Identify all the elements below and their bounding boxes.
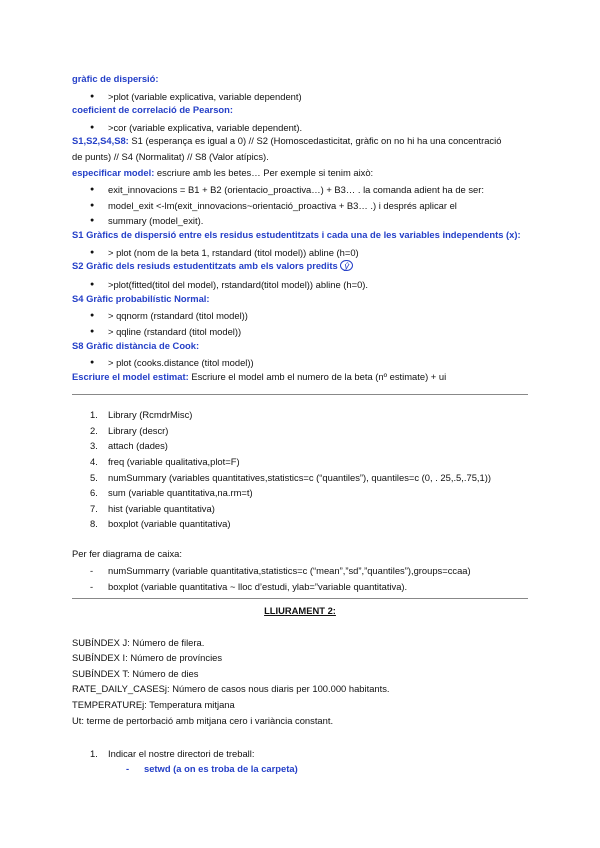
section-title-s2-graphic: S2 Gràfic dels resiuds estudentitzats amb els valors predits ŷ (72, 260, 528, 277)
item-text: attach (dades) (108, 440, 168, 452)
numbered-item (72, 485, 528, 501)
numbered-item (72, 407, 528, 423)
item-number: 2. (90, 424, 98, 436)
paragraph-boxplot: Per fer diagrama de caixa: (72, 547, 182, 559)
dash-item: - boxplot (variable quantitativa ~ lloc d’estudi, ylab=”variable quantitativa). (72, 579, 528, 595)
bullet-item: ● exit_innovacions = B1 + B2 (orientacio_proactiva…) + B3… . la comanda adient ha de ser: (72, 182, 528, 198)
bullet-item: ● > qqline (rstandard (titol model)) (72, 324, 528, 340)
temperature: TEMPERATUREj: Temperatura mitjana (72, 698, 235, 710)
paragraph-assumptions: S1,S2,S4,S8: S1 (esperança es igual a 0) // S2 (Homoscedasticitat, gràfic on no hi ha una concentració (72, 135, 502, 147)
item-text: freq (variable qualitativa,plot=F) (108, 456, 240, 468)
item-number: 3. (90, 440, 98, 452)
section-title-scatter: gràfic de dispersió: (72, 73, 159, 84)
item-number: 6. (90, 487, 98, 499)
bullet-item: ● >cor (variable explicativa, variable dependent). (72, 120, 528, 136)
numbered-list-commands (72, 407, 528, 532)
bullet-item: ● > plot (cooks.distance (titol model)) (72, 355, 528, 371)
section-title-pearson: coeficient de correlació de Pearson: (72, 104, 233, 116)
item-number: 8. (90, 518, 98, 530)
paragraph-specify-model: especificar model: escriure amb les betes… Per exemple si tenim això: (72, 166, 374, 178)
subindex-j: SUBÍNDEX J: Número de filera. (72, 636, 205, 648)
item-text: numSummary (variables quantitatives,statistics=c (“quantiles”), quantiles=c (0, . 25,.5,.75,1)) (108, 471, 491, 483)
subindex-t: SUBÍNDEX T: Número de dies (72, 667, 199, 679)
item-text: sum (variable quantitativa,na.rm=t) (108, 487, 253, 499)
bullet-item: ● > qqnorm (rstandard (titol model)) (72, 308, 528, 324)
setwd-command: - setwd (a on es troba de la carpeta) (72, 761, 528, 777)
numbered-item (72, 454, 528, 470)
error-term: Ut: terme de pertorbació amb mitjana cero i variància constant. (72, 714, 334, 726)
divider (72, 598, 528, 599)
y-hat-symbol: ŷ (340, 260, 353, 271)
paragraph-assumptions-cont: de punts) // S4 (Normalitat) // S8 (Valor atípics). (72, 150, 269, 162)
paragraph-estimated-model: Escriure el model estimat: Escriure el model amb el numero de la beta (nº estimate) + ui (72, 370, 447, 382)
item-text: boxplot (variable quantitativa) (108, 518, 231, 530)
spacer (72, 532, 528, 548)
divider (72, 394, 528, 395)
bullet-item: ● >plot (variable explicativa, variable dependent) (72, 89, 528, 105)
item-text: Library (descr) (108, 424, 169, 436)
heading-lliurament: LLIURAMENT 2: (264, 605, 336, 617)
numbered-item (72, 470, 528, 486)
document-page (72, 73, 528, 777)
dash-item: - numSummarry (variable quantitativa,statistics=c (“mean”,”sd”,”quantiles”),groups=ccaa) (72, 563, 528, 579)
subindex-i: SUBÍNDEX I: Número de províncies (72, 652, 223, 664)
item-text: hist (variable quantitativa) (108, 502, 215, 514)
rate-daily-cases: RATE_DAILY_CASESj: Número de casos nous diaris per 100.000 habitants. (72, 683, 390, 695)
bullet-item: ● model_exit <-lm(exit_innovacions~orientació_proactiva + B3… .) i després aplicar el (72, 198, 528, 214)
numbered-item (72, 516, 528, 532)
item-text: Library (RcmdrMisc) (108, 409, 193, 421)
numbered-item (72, 501, 528, 517)
bullet-item: ● summary (model_exit). (72, 213, 528, 229)
numbered-item: 1. Indicar el nostre directori de treball: (90, 747, 255, 759)
numbered-item (72, 423, 528, 439)
item-number: 1. (90, 409, 98, 421)
bullet-item: ● >plot(fitted(titol del model), rstandard(titol model)) abline (h=0). (72, 277, 528, 293)
bullet-item: ● > plot (nom de la beta 1, rstandard (titol model)) abline (h=0) (72, 245, 528, 261)
spacer (72, 621, 528, 637)
numbered-item (72, 438, 528, 454)
item-number: 4. (90, 456, 98, 468)
section-title-s4-normal: S4 Gràfic probabilístic Normal: (72, 292, 210, 304)
spacer (72, 730, 528, 746)
item-number: 7. (90, 502, 98, 514)
item-number: 5. (90, 471, 98, 483)
section-title-s1-graphics: S1 Gràfics de dispersió entre els residus estudentitzats i cada una de les variables independents (x): (72, 228, 521, 240)
section-title-s8-cook: S8 Gràfic distància de Cook: (72, 339, 200, 351)
